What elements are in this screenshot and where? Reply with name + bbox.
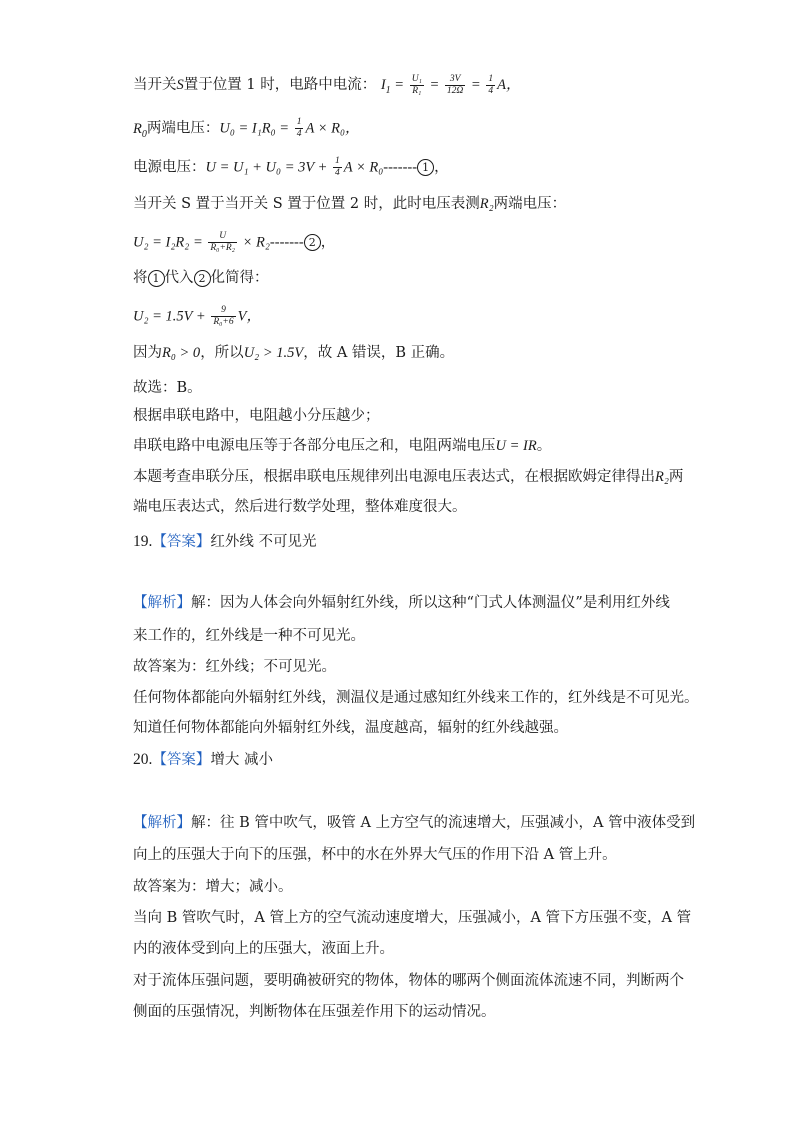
- line-text: 两端电压：: [493, 196, 567, 212]
- var-r: R: [133, 120, 142, 137]
- formula: [380, 74, 521, 96]
- var-i: I: [380, 76, 386, 93]
- denominator: 4: [296, 129, 302, 139]
- line-text: 当开关: [133, 76, 177, 93]
- q19-answer-line: [133, 532, 316, 552]
- fraction: [208, 231, 237, 254]
- denominator: 4: [334, 168, 340, 178]
- switch-symbol: S: [176, 76, 184, 93]
- choice-line: 故选：B。: [133, 380, 202, 396]
- line-text: 当开关 S 置于当开关 S 置于位置 2 时，此时电压表测: [133, 196, 480, 212]
- formula-tail: A × R₀，: [305, 120, 360, 137]
- fraction: [295, 117, 304, 140]
- q20-analysis-line: [133, 813, 695, 833]
- circled-number: 2: [304, 234, 321, 251]
- q20-analysis-line: 当向 B 管吹气时，A 管上方的空气流动速度增大，压强减小，A 管下方压强不变，A 管: [133, 910, 692, 926]
- denominator: R₀+6: [213, 317, 234, 327]
- analysis-text: 解：往 B 管中吹气，吸管 A 上方空气的流速增大，压强减小，A 管中液体受到: [191, 815, 696, 831]
- summary-line: [133, 467, 683, 487]
- answer-text: 红外线 不可见光: [210, 534, 317, 550]
- formula-tail: V，: [237, 308, 261, 325]
- answer-text: 增大 减小: [210, 752, 273, 768]
- analysis-tag: 【解析】: [133, 595, 191, 611]
- denominator: 12Ω: [446, 86, 464, 96]
- formula: U = U₁ + U₀ = 3V +: [205, 159, 331, 176]
- formula: R₀ > 0: [162, 345, 201, 361]
- formula-tail: A，: [497, 76, 521, 93]
- punctuation: ，: [320, 234, 336, 251]
- line-text: 代入: [164, 270, 194, 286]
- numerator: 1: [296, 117, 302, 127]
- resistor-symbol: R₂: [479, 196, 494, 212]
- explanation-line: [133, 436, 551, 456]
- r0-voltage-line: [133, 117, 360, 145]
- resistor-symbol: R₂: [655, 469, 669, 485]
- numerator: U: [208, 231, 237, 243]
- circled-number: 2: [194, 270, 211, 287]
- equals: =: [425, 76, 443, 93]
- u2-simplified-line: [133, 305, 261, 328]
- equals: =: [390, 76, 408, 93]
- q19-analysis-line: 任何物体都能向外辐射红外线，测温仪是通过感知红外线来工作的，红外线是不可见光。: [133, 690, 699, 706]
- formula: U₂ > 1.5V: [243, 345, 304, 361]
- denominator: 4: [488, 86, 494, 96]
- question-number: 20.: [133, 751, 153, 768]
- formula-tail: A × R₀-------: [343, 159, 418, 176]
- substitute-line: [133, 268, 269, 288]
- q20-analysis-line: 向上的压强大于向下的压强，杯中的水在外界大气压的作用下沿 A 管上升。: [133, 847, 617, 863]
- numerator: 1: [334, 156, 340, 166]
- punctuation: 。: [536, 438, 552, 454]
- numerator: 9: [211, 305, 235, 317]
- source-voltage-line: [133, 156, 449, 179]
- analysis-text: 解：因为人体会向外辐射红外线，所以这种“门式人体测温仪”是利用红外线: [191, 595, 670, 611]
- q20-analysis-line: 侧面的压强情况，判断物体在压强差作用下的运动情况。: [133, 1004, 496, 1020]
- answer-tag: 【答案】: [152, 752, 211, 768]
- current-formula-line: [133, 74, 520, 101]
- formula: U₀ = I₁R₀ =: [219, 120, 293, 137]
- line-text: 因为: [133, 345, 162, 361]
- q20-analysis-line: 对于流体压强问题，要明确被研究的物体，物体的哪两个侧面流体流速不同，判断两个: [133, 973, 684, 989]
- formula: U₂ = 1.5V +: [133, 308, 210, 325]
- circled-number: 1: [417, 159, 434, 176]
- resistor-symbol: [133, 120, 147, 140]
- answer-tag: 【答案】: [152, 534, 211, 550]
- explanation-line: 根据串联电路中，电阻越小分压越少；: [133, 408, 380, 424]
- punctuation: ，: [434, 159, 449, 176]
- formula-tail: × R₂-------: [238, 234, 304, 251]
- fraction: [486, 74, 495, 97]
- line-text: 将: [133, 270, 148, 286]
- numerator: 3V: [445, 74, 465, 86]
- q19-analysis-line: 来工作的，红外线是一种不可见光。: [133, 628, 365, 644]
- question-number: 19.: [133, 533, 153, 550]
- denominator: R₀+R₂: [210, 243, 235, 253]
- q19-analysis-line: 故答案为：红外线；不可见光。: [133, 659, 336, 675]
- line-text: 串联电路中电源电压等于各部分电压之和，电阻两端电压: [133, 438, 496, 454]
- numerator: 1: [488, 74, 494, 84]
- q19-analysis-line: [133, 593, 670, 613]
- line-text: 电源电压：: [133, 159, 206, 176]
- formula: U = IR: [495, 438, 537, 454]
- fraction: [211, 305, 235, 328]
- circled-number: 1: [148, 270, 165, 287]
- fraction: [410, 74, 424, 97]
- analysis-tag: 【解析】: [133, 815, 191, 831]
- q19-analysis-line: 知道任何物体都能向外辐射红外线，温度越高，辐射的红外线越强。: [133, 720, 568, 736]
- line-text: ，所以: [200, 345, 244, 361]
- line-text: 两端电压：: [146, 120, 220, 137]
- line-text: ，故 A 错误，B 正确。: [303, 345, 455, 361]
- denominator: R₁: [412, 86, 422, 96]
- fraction: [333, 156, 342, 179]
- u2-formula-line: [133, 231, 335, 254]
- q20-analysis-line: 内的液体受到向上的压强大，液面上升。: [133, 941, 394, 957]
- equals: =: [467, 76, 485, 93]
- numerator: U₁: [411, 74, 422, 84]
- summary-line: 端电压表达式，然后进行数学处理，整体难度很大。: [133, 499, 467, 515]
- switch-position-2-line: [133, 194, 566, 214]
- fraction: [445, 74, 465, 97]
- subscript: 0: [141, 128, 147, 140]
- line-text: 化简得：: [210, 270, 269, 286]
- conclusion-line: [133, 343, 454, 363]
- formula: U₂ = I₂R₂ =: [133, 234, 207, 251]
- line-text: 两: [668, 469, 684, 485]
- line-text: 置于位置 1 时，电路中电流：: [183, 76, 377, 93]
- subscript: 1: [385, 84, 391, 96]
- q20-analysis-line: 故答案为：增大；减小。: [133, 879, 293, 895]
- line-text: 本题考查串联分压，根据串联电压规律列出电源电压表达式，在根据欧姆定律得出: [133, 469, 655, 485]
- q20-answer-line: [133, 750, 273, 770]
